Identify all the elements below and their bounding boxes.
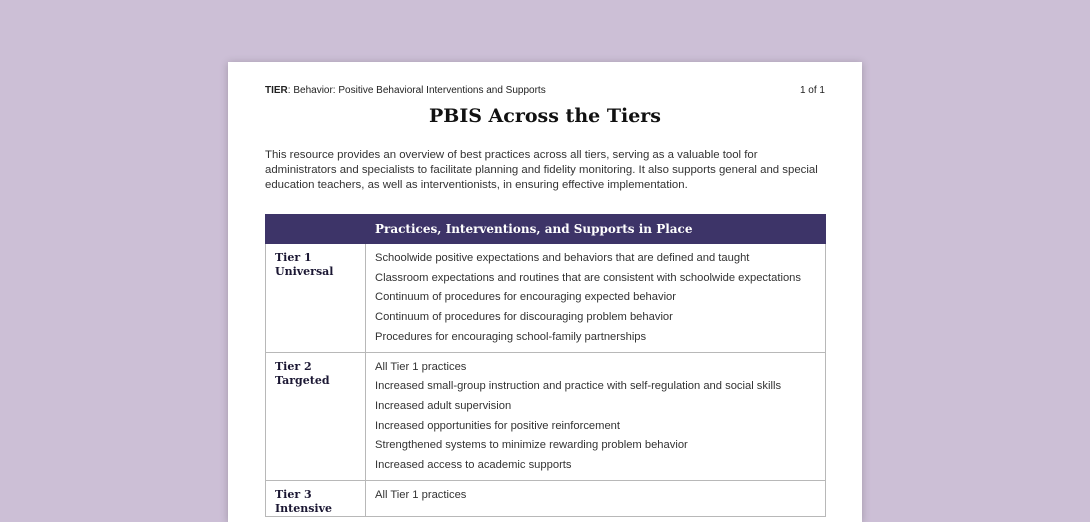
tier-name: Tier 2 — [275, 359, 312, 373]
tier-name: Tier 3 — [275, 487, 312, 501]
table-header-row — [266, 215, 826, 244]
page-count: 1 of 1 — [799, 85, 825, 96]
practice-item: Classroom expectations and routines that are consistent with schoolwide expectations — [375, 271, 801, 284]
intro-paragraph: This resource provides an overview of best practices across all tiers, serving as a valuable tool for administrators and specialists to facilitate planning and fidelity monitoring. It also supports general and special education teachers, as well as interventionists, in ensuring effective implementation. — [265, 149, 818, 191]
page-header — [265, 85, 825, 99]
tier-level: Targeted — [275, 373, 330, 387]
practice-item: Procedures for encouraging school-family partnerships — [375, 330, 647, 343]
practice-item: Increased access to academic supports — [375, 459, 572, 472]
page-title: PBIS Across the Tiers — [428, 105, 662, 127]
practice-item: Strengthened systems to minimize rewarding problem behavior — [375, 439, 688, 452]
header-subject — [265, 85, 546, 96]
practice-item: All Tier 1 practices — [375, 360, 467, 373]
table-row-tier-1 — [266, 244, 826, 353]
tier-name: Tier 1 — [275, 251, 312, 264]
column-header-practices: Practices, Interventions, and Supports in Place — [366, 215, 826, 244]
header-tier-label: TIER — [265, 85, 288, 96]
header-subject-text: : Behavior: Positive Behavioral Interventions and Supports — [287, 85, 546, 96]
tier-cell — [266, 244, 366, 353]
table-row-tier-2 — [266, 352, 826, 480]
tier-cell — [266, 480, 366, 516]
tier-cell — [266, 352, 366, 480]
practice-item: All Tier 1 practices — [375, 488, 467, 501]
tier-level: Intensive — [275, 501, 332, 515]
practice-item: Schoolwide positive expectations and behaviors that are defined and taught — [375, 252, 750, 264]
practice-item: Increased opportunities for positive reinforcement — [375, 419, 621, 432]
tier-level: Universal — [275, 265, 334, 278]
practices-cell — [366, 480, 826, 516]
practice-item: Increased adult supervision — [375, 399, 512, 412]
table-row-tier-3 — [266, 480, 826, 516]
document-page — [228, 62, 862, 522]
practice-item: Increased small-group instruction and practice with self-regulation and social skills — [375, 380, 782, 393]
practices-cell — [366, 352, 826, 480]
column-header-tier — [266, 215, 366, 244]
practices-cell — [366, 244, 826, 353]
practice-item: Continuum of procedures for discouraging problem behavior — [375, 311, 673, 324]
practice-item: Continuum of procedures for encouraging expected behavior — [375, 291, 677, 304]
pbis-table — [265, 214, 826, 517]
